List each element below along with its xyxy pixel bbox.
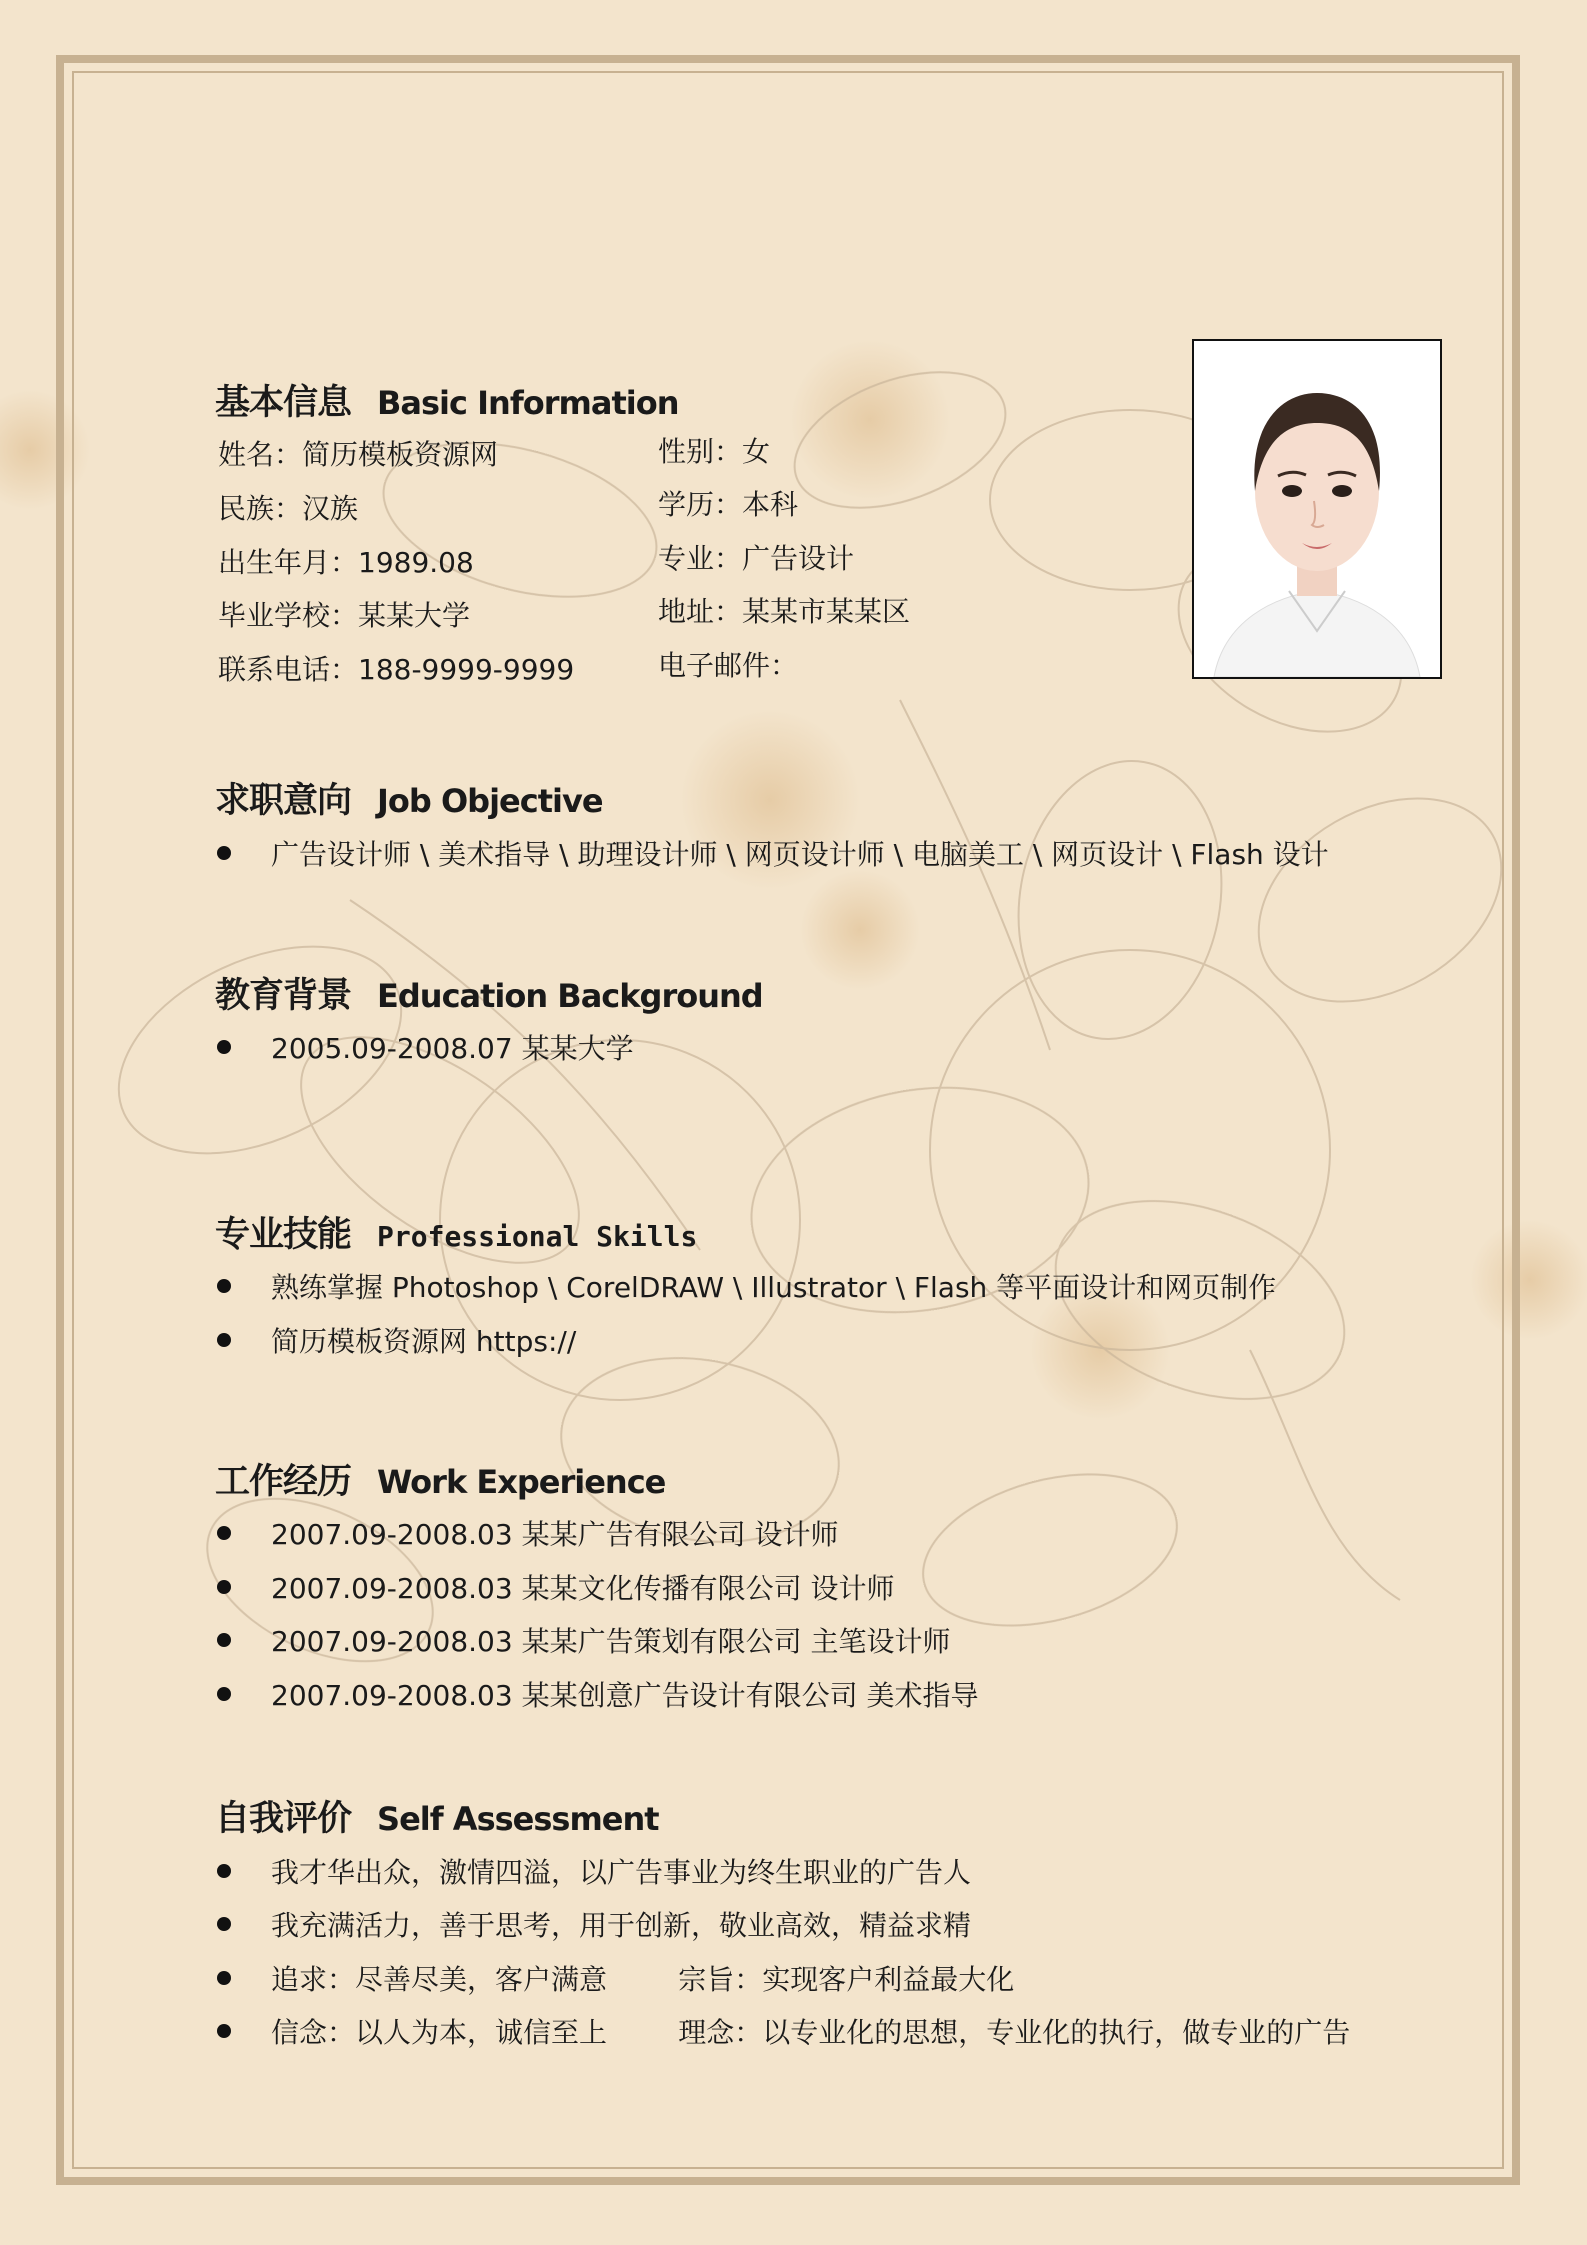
basic-info-heading [215, 375, 678, 425]
objective-text: 广告设计师 \ 美术指导 \ 助理设计师 \ 网页设计师 \ 电脑美工 \ 网页设计 \ Flash 设计 [271, 838, 1329, 871]
self-item [215, 1904, 971, 1944]
work-text: 2007.09-2008.03 某某文化传播有限公司 设计师 [271, 1572, 895, 1605]
work-text: 2007.09-2008.03 某某广告有限公司 设计师 [271, 1518, 839, 1551]
self-title-en: Self Assessment [377, 1800, 659, 1838]
skills-title-cn: 专业技能 [215, 1215, 352, 1255]
work-item [215, 1513, 838, 1553]
bullet-icon [217, 2024, 231, 2038]
bullet-icon [217, 1333, 231, 1347]
skills-text: 熟练掌握 Photoshop \ CorelDRAW \ Illustrator \ Flash 等平面设计和网页制作 [271, 1271, 1277, 1304]
objective-title-cn: 求职意向 [215, 781, 352, 821]
self-title-cn: 自我评价 [215, 1799, 352, 1839]
education-title-cn: 教育背景 [215, 976, 352, 1016]
self-item [215, 2011, 1350, 2051]
bullet-icon [217, 1580, 231, 1594]
bullet-icon [217, 1687, 231, 1701]
work-text: 2007.09-2008.03 某某广告策划有限公司 主笔设计师 [271, 1625, 951, 1658]
work-item [215, 1674, 978, 1714]
basic-info-title-cn: 基本信息 [215, 383, 352, 423]
work-title-cn: 工作经历 [215, 1462, 352, 1502]
work-item [215, 1620, 950, 1660]
self-text: 追求：尽善尽美，客户满意 宗旨：实现客户利益最大化 [271, 1963, 1015, 1996]
work-title-en: Work Experience [377, 1463, 666, 1501]
field-ethnicity: 民族：汉族 [218, 492, 359, 525]
objective-item [215, 833, 1329, 873]
field-phone: 联系电话：188-9999-9999 [218, 653, 575, 686]
basic-info-title-en: Basic Information [377, 384, 679, 422]
bullet-icon [217, 1526, 231, 1540]
self-heading [215, 1791, 659, 1841]
education-item [215, 1027, 634, 1067]
skills-item [215, 1266, 1276, 1306]
field-degree: 学历：本科 [658, 488, 799, 521]
profile-photo [1192, 339, 1442, 679]
field-email: 电子邮件： [658, 649, 799, 682]
field-school: 毕业学校：某某大学 [218, 599, 471, 632]
work-text: 2007.09-2008.03 某某创意广告设计有限公司 美术指导 [271, 1679, 979, 1712]
education-text: 2005.09-2008.07 某某大学 [271, 1032, 634, 1065]
field-gender: 性别：女 [658, 435, 771, 468]
bullet-icon [217, 1633, 231, 1647]
field-birth: 出生年月：1989.08 [218, 546, 474, 579]
bullet-icon [217, 846, 231, 860]
field-address: 地址：某某市某某区 [658, 595, 911, 628]
bullet-icon [217, 1040, 231, 1054]
bullet-icon [217, 1279, 231, 1293]
bullet-icon [217, 1864, 231, 1878]
bullet-icon [217, 1917, 231, 1931]
work-item [215, 1567, 894, 1607]
education-title-en: Education Background [377, 977, 763, 1015]
education-heading [215, 968, 763, 1018]
work-heading [215, 1454, 665, 1504]
self-text: 我才华出众，激情四溢，以广告事业为终生职业的广告人 [271, 1856, 972, 1889]
field-major: 专业：广告设计 [658, 542, 855, 575]
self-text: 信念：以人为本，诚信至上 理念：以专业化的思想，专业化的执行，做专业的广告 [271, 2016, 1351, 2049]
self-item [215, 1851, 971, 1891]
skills-title-en: Professional Skills [377, 1220, 698, 1253]
objective-title-en: Job Objective [377, 782, 603, 820]
self-item [215, 1958, 1014, 1998]
skills-text: 简历模板资源网 https:// [271, 1325, 577, 1358]
bullet-icon [217, 1971, 231, 1985]
skills-item [215, 1320, 576, 1360]
objective-heading [215, 773, 603, 823]
skills-heading [215, 1207, 697, 1257]
field-name: 姓名：简历模板资源网 [218, 438, 499, 471]
self-text: 我充满活力，善于思考，用于创新，敬业高效，精益求精 [271, 1909, 972, 1942]
